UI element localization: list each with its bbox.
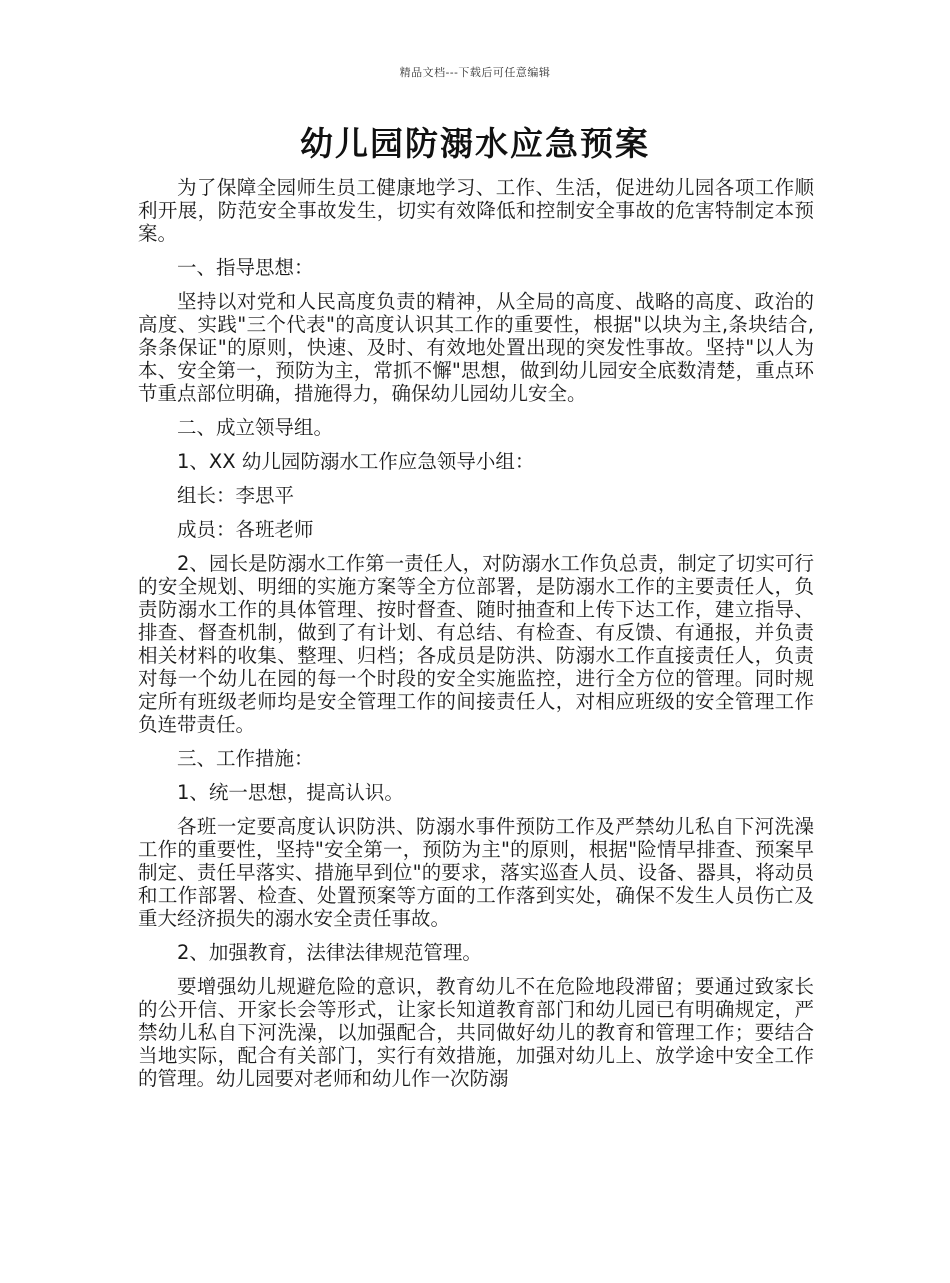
paragraph-guiding-ideology: 坚持以对党和人民高度负责的精神，从全局的高度、战略的高度、政治的高度、实践"三个代表"的高度认识其工作的重要性，根据"以块为主,条块结合,条条保证"的原则，快速、及时、有效地处置出现的突发性事故。坚持"以人为本、安全第一，预防为主，常抓不懈"思想，做到幼儿园安全底数清楚，重点环节重点部位明确，措施得力，确保幼儿园幼儿安全。 [138,290,814,405]
paragraph-group-leader: 组长：李思平 [177,484,295,507]
section-heading-work-measures: 三、工作措施： [177,747,314,770]
paragraph-responsibilities: 2、园长是防溺水工作第一责任人，对防溺水工作负总责，制定了切实可行的安全规划、明细的实施方案等全方位部署，是防溺水工作的主要责任人，负责防溺水工作的具体管理、按时督查、随时抽查和上传下达工作，建立指导、排查、督查机制，做到了有计划、有总结、有检查、有反馈、有通报，并负责相关材料的收集、整理、归档；各成员是防洪、防溺水工作直接责任人，负责对每一个幼儿在园的每一个时段的安全实施监控，进行全方位的管理。同时规定所有班级老师均是安全管理工作的间接责任人，对相应班级的安全管理工作负连带责任。 [138,552,814,736]
document-body [138,176,814,1101]
section-heading-leadership-group: 二、成立领导组。 [177,416,334,439]
document-title: 幼儿园防溺水应急预案 [300,124,650,163]
paragraph-group-members: 成员：各班老师 [177,518,314,541]
paragraph-group-name: 1、XX 幼儿园防溺水工作应急领导小组： [177,450,535,473]
subheading-unify-thinking: 1、统一思想，提高认识。 [177,781,404,804]
paragraph-unify-thinking: 各班一定要高度认识防洪、防溺水事件预防工作及严禁幼儿私自下河洗澡工作的重要性，坚持"安全第一，预防为主"的原则，根据"险情早排查、预案早制定、责任早落实、措施早到位"的要求，落实巡查人员、设备、器具，将动员和工作部署、检查、处置预案等方面的工作落到实处，确保不发生人员伤亡及重大经济损失的溺水安全责任事故。 [138,815,814,930]
page-header: 精品文档---下载后可任意编辑 [399,66,551,79]
section-heading-guiding-ideology: 一、指导思想： [177,256,314,279]
paragraph-strengthen-education: 要增强幼儿规避危险的意识，教育幼儿不在危险地段滞留；要通过致家长的公开信、开家长会等形式，让家长知道教育部门和幼儿园已有明确规定，严禁幼儿私自下河洗澡，以加强配合，共同做好幼儿的教育和管理工作；要结合当地实际，配合有关部门，实行有效措施，加强对幼儿上、放学途中安全工作的管理。幼儿园要对老师和幼儿作一次防溺 [138,975,814,1090]
subheading-strengthen-education: 2、加强教育，法律法律规范管理。 [177,941,482,964]
paragraph-intro: 为了保障全园师生员工健康地学习、工作、生活，促进幼儿园各项工作顺利开展，防范安全事故发生，切实有效降低和控制安全事故的危害特制定本预案。 [138,176,814,245]
